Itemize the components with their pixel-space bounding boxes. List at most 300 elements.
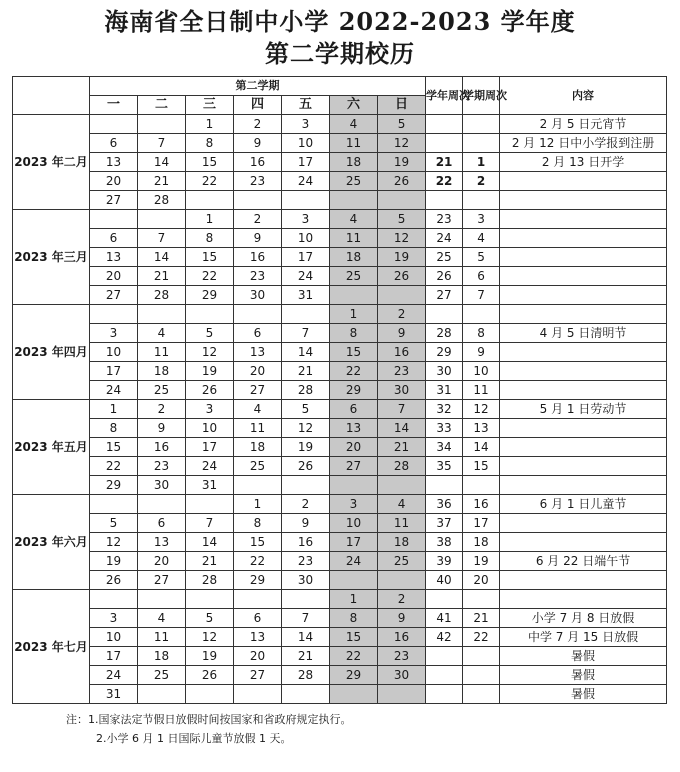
- day-cell: 4: [138, 324, 186, 343]
- day-cell: 24: [90, 666, 138, 685]
- term-week-cell: [463, 134, 500, 153]
- day-cell: 13: [90, 153, 138, 172]
- day-cell: [90, 115, 138, 134]
- day-cell: 21: [282, 362, 330, 381]
- table-row: [13, 153, 667, 172]
- day-cell: 23: [138, 457, 186, 476]
- day-cell: 5: [282, 400, 330, 419]
- day-cell: 2: [234, 210, 282, 229]
- day-cell: 21: [138, 267, 186, 286]
- day-cell: [234, 476, 282, 495]
- day-cell: 31: [282, 286, 330, 305]
- content-cell: [500, 172, 667, 191]
- day-cell: 16: [138, 438, 186, 457]
- content-cell: 暑假: [500, 685, 667, 704]
- day-cell: 14: [378, 419, 426, 438]
- day-cell: 5: [378, 115, 426, 134]
- school-year-week-header: 学年周次: [426, 77, 463, 115]
- day-cell: 27: [138, 571, 186, 590]
- term-week-cell: 14: [463, 438, 500, 457]
- day-cell: 26: [186, 666, 234, 685]
- month-label: 2023 年六月: [13, 495, 90, 590]
- content-cell: 6 月 22 日端午节: [500, 552, 667, 571]
- day-cell: 17: [186, 438, 234, 457]
- day-cell: 12: [378, 134, 426, 153]
- day-cell: 10: [90, 628, 138, 647]
- weekday-thu: 四: [234, 96, 282, 115]
- day-cell: 19: [378, 248, 426, 267]
- term-week-cell: 15: [463, 457, 500, 476]
- day-cell: 13: [90, 248, 138, 267]
- day-cell: 7: [138, 134, 186, 153]
- day-cell: 14: [282, 343, 330, 362]
- day-cell: 30: [234, 286, 282, 305]
- day-cell: 23: [282, 552, 330, 571]
- weekday-mon: 一: [90, 96, 138, 115]
- day-cell: [234, 685, 282, 704]
- table-row: [13, 191, 667, 210]
- term-week-header: 学期周次: [463, 77, 500, 115]
- day-cell: 10: [186, 419, 234, 438]
- school-year-week-cell: 22: [426, 172, 463, 191]
- day-cell: 1: [330, 305, 378, 324]
- day-cell: [378, 191, 426, 210]
- day-cell: 8: [330, 609, 378, 628]
- term-week-cell: 12: [463, 400, 500, 419]
- semester-header: 第二学期: [90, 77, 426, 96]
- month-label: 2023 年七月: [13, 590, 90, 704]
- day-cell: 10: [330, 514, 378, 533]
- content-cell: [500, 381, 667, 400]
- month-column-header: [13, 77, 90, 115]
- day-cell: 15: [186, 153, 234, 172]
- day-cell: 21: [138, 172, 186, 191]
- term-week-cell: 20: [463, 571, 500, 590]
- day-cell: 15: [90, 438, 138, 457]
- day-cell: 19: [282, 438, 330, 457]
- day-cell: 22: [330, 647, 378, 666]
- day-cell: 17: [90, 362, 138, 381]
- school-year-week-cell: 37: [426, 514, 463, 533]
- weekday-wed: 三: [186, 96, 234, 115]
- term-week-cell: [463, 476, 500, 495]
- content-cell: [500, 457, 667, 476]
- school-year-week-cell: 21: [426, 153, 463, 172]
- day-cell: 4: [378, 495, 426, 514]
- table-row: [13, 134, 667, 153]
- table-row: [13, 381, 667, 400]
- table-row: [13, 514, 667, 533]
- table-row: [13, 286, 667, 305]
- day-cell: 3: [282, 115, 330, 134]
- day-cell: 18: [378, 533, 426, 552]
- day-cell: [186, 590, 234, 609]
- school-calendar-table: [12, 76, 667, 704]
- school-year-week-cell: [426, 305, 463, 324]
- day-cell: 6: [234, 609, 282, 628]
- day-cell: 3: [90, 324, 138, 343]
- term-week-cell: 7: [463, 286, 500, 305]
- day-cell: 23: [378, 362, 426, 381]
- day-cell: 9: [378, 609, 426, 628]
- day-cell: 6: [138, 514, 186, 533]
- month-label: 2023 年五月: [13, 400, 90, 495]
- day-cell: 18: [330, 248, 378, 267]
- weekday-tue: 二: [138, 96, 186, 115]
- content-cell: [500, 438, 667, 457]
- school-year-week-cell: [426, 115, 463, 134]
- day-cell: 9: [378, 324, 426, 343]
- day-cell: 17: [282, 153, 330, 172]
- content-cell: [500, 590, 667, 609]
- day-cell: 15: [330, 628, 378, 647]
- school-year-week-cell: 39: [426, 552, 463, 571]
- day-cell: 20: [234, 647, 282, 666]
- day-cell: 25: [330, 172, 378, 191]
- day-cell: 5: [186, 609, 234, 628]
- day-cell: [378, 685, 426, 704]
- term-week-cell: 13: [463, 419, 500, 438]
- content-cell: [500, 191, 667, 210]
- day-cell: 16: [378, 628, 426, 647]
- day-cell: 1: [90, 400, 138, 419]
- day-cell: 13: [234, 343, 282, 362]
- day-cell: [138, 210, 186, 229]
- day-cell: 29: [234, 571, 282, 590]
- day-cell: 12: [186, 628, 234, 647]
- term-week-cell: 19: [463, 552, 500, 571]
- day-cell: 27: [330, 457, 378, 476]
- day-cell: [186, 305, 234, 324]
- day-cell: 22: [186, 267, 234, 286]
- day-cell: 11: [138, 343, 186, 362]
- calendar-body: [13, 115, 667, 704]
- term-week-cell: 2: [463, 172, 500, 191]
- day-cell: 12: [90, 533, 138, 552]
- day-cell: 9: [234, 134, 282, 153]
- day-cell: [282, 590, 330, 609]
- school-year-week-cell: [426, 191, 463, 210]
- day-cell: 3: [90, 609, 138, 628]
- day-cell: [282, 476, 330, 495]
- day-cell: 8: [186, 134, 234, 153]
- notes: [66, 704, 680, 748]
- day-cell: 30: [378, 666, 426, 685]
- day-cell: 29: [90, 476, 138, 495]
- day-cell: 30: [378, 381, 426, 400]
- day-cell: [330, 571, 378, 590]
- school-year-week-cell: 35: [426, 457, 463, 476]
- day-cell: 16: [282, 533, 330, 552]
- day-cell: 5: [186, 324, 234, 343]
- term-week-cell: 1: [463, 153, 500, 172]
- day-cell: 9: [138, 419, 186, 438]
- day-cell: 6: [90, 134, 138, 153]
- term-week-cell: 11: [463, 381, 500, 400]
- day-cell: 31: [186, 476, 234, 495]
- day-cell: 26: [186, 381, 234, 400]
- day-cell: 5: [378, 210, 426, 229]
- day-cell: 25: [138, 381, 186, 400]
- day-cell: 19: [378, 153, 426, 172]
- table-row: [13, 571, 667, 590]
- term-week-cell: 17: [463, 514, 500, 533]
- note-2: 2.小学 6 月 1 日国际儿童节放假 1 天。: [96, 732, 292, 745]
- term-week-cell: 21: [463, 609, 500, 628]
- day-cell: 24: [186, 457, 234, 476]
- school-year-week-cell: 32: [426, 400, 463, 419]
- day-cell: 6: [234, 324, 282, 343]
- day-cell: 21: [378, 438, 426, 457]
- day-cell: 18: [138, 362, 186, 381]
- content-cell: 5 月 1 日劳动节: [500, 400, 667, 419]
- day-cell: [378, 476, 426, 495]
- table-row: [13, 533, 667, 552]
- day-cell: 7: [282, 324, 330, 343]
- day-cell: 2: [378, 590, 426, 609]
- content-cell: [500, 210, 667, 229]
- day-cell: 11: [330, 229, 378, 248]
- day-cell: [234, 590, 282, 609]
- day-cell: 30: [138, 476, 186, 495]
- day-cell: 13: [234, 628, 282, 647]
- term-week-cell: 18: [463, 533, 500, 552]
- day-cell: 10: [282, 134, 330, 153]
- school-year-week-cell: [426, 134, 463, 153]
- day-cell: 5: [90, 514, 138, 533]
- day-cell: 29: [330, 381, 378, 400]
- day-cell: 7: [138, 229, 186, 248]
- content-cell: [500, 514, 667, 533]
- day-cell: 17: [282, 248, 330, 267]
- content-cell: [500, 248, 667, 267]
- day-cell: [330, 286, 378, 305]
- day-cell: 16: [234, 248, 282, 267]
- content-cell: [500, 229, 667, 248]
- day-cell: [138, 115, 186, 134]
- school-year-week-cell: [426, 647, 463, 666]
- school-year-week-cell: 26: [426, 267, 463, 286]
- day-cell: 18: [330, 153, 378, 172]
- day-cell: 25: [330, 267, 378, 286]
- school-year-week-cell: 38: [426, 533, 463, 552]
- day-cell: 13: [138, 533, 186, 552]
- day-cell: 20: [138, 552, 186, 571]
- day-cell: 28: [282, 381, 330, 400]
- table-row: [13, 115, 667, 134]
- day-cell: 8: [186, 229, 234, 248]
- term-week-cell: 3: [463, 210, 500, 229]
- day-cell: 17: [90, 647, 138, 666]
- table-row: [13, 248, 667, 267]
- day-cell: 2: [138, 400, 186, 419]
- day-cell: 26: [378, 172, 426, 191]
- table-row: [13, 609, 667, 628]
- day-cell: 18: [138, 647, 186, 666]
- day-cell: 17: [330, 533, 378, 552]
- content-cell: [500, 267, 667, 286]
- day-cell: 22: [186, 172, 234, 191]
- school-year-week-cell: 29: [426, 343, 463, 362]
- day-cell: 26: [90, 571, 138, 590]
- table-row: [13, 343, 667, 362]
- day-cell: 22: [234, 552, 282, 571]
- table-row: [13, 210, 667, 229]
- page-subtitle: 第二学期校历: [265, 39, 415, 68]
- day-cell: [186, 191, 234, 210]
- day-cell: 24: [90, 381, 138, 400]
- weekday-sat: 六: [330, 96, 378, 115]
- day-cell: 4: [234, 400, 282, 419]
- table-row: [13, 438, 667, 457]
- day-cell: 21: [186, 552, 234, 571]
- content-cell: [500, 286, 667, 305]
- day-cell: 10: [282, 229, 330, 248]
- day-cell: 20: [330, 438, 378, 457]
- day-cell: [282, 305, 330, 324]
- day-cell: 24: [330, 552, 378, 571]
- day-cell: 2: [378, 305, 426, 324]
- day-cell: 28: [282, 666, 330, 685]
- term-week-cell: [463, 647, 500, 666]
- day-cell: [138, 305, 186, 324]
- school-year-week-cell: 25: [426, 248, 463, 267]
- day-cell: 23: [378, 647, 426, 666]
- day-cell: 8: [234, 514, 282, 533]
- day-cell: 27: [90, 191, 138, 210]
- table-row: [13, 324, 667, 343]
- term-week-cell: [463, 115, 500, 134]
- weekday-fri: 五: [282, 96, 330, 115]
- term-week-cell: [463, 191, 500, 210]
- term-week-cell: 22: [463, 628, 500, 647]
- day-cell: [90, 210, 138, 229]
- term-week-cell: [463, 685, 500, 704]
- school-year-week-cell: 41: [426, 609, 463, 628]
- term-week-cell: 5: [463, 248, 500, 267]
- school-year-week-cell: 34: [426, 438, 463, 457]
- day-cell: [282, 191, 330, 210]
- day-cell: 9: [282, 514, 330, 533]
- school-year-week-cell: [426, 666, 463, 685]
- day-cell: 19: [186, 362, 234, 381]
- term-week-cell: [463, 666, 500, 685]
- term-week-cell: 6: [463, 267, 500, 286]
- day-cell: 25: [378, 552, 426, 571]
- day-cell: [186, 685, 234, 704]
- school-year-week-cell: 23: [426, 210, 463, 229]
- day-cell: 13: [330, 419, 378, 438]
- day-cell: 18: [234, 438, 282, 457]
- school-year-week-cell: 30: [426, 362, 463, 381]
- school-year-week-cell: 36: [426, 495, 463, 514]
- day-cell: 28: [138, 191, 186, 210]
- day-cell: 7: [378, 400, 426, 419]
- content-cell: 2 月 5 日元宵节: [500, 115, 667, 134]
- day-cell: 26: [378, 267, 426, 286]
- day-cell: 8: [90, 419, 138, 438]
- content-cell: 2 月 12 日中小学报到注册: [500, 134, 667, 153]
- day-cell: 14: [186, 533, 234, 552]
- day-cell: 7: [282, 609, 330, 628]
- day-cell: 16: [234, 153, 282, 172]
- day-cell: 11: [138, 628, 186, 647]
- day-cell: 22: [90, 457, 138, 476]
- term-week-cell: 8: [463, 324, 500, 343]
- day-cell: 11: [378, 514, 426, 533]
- term-week-cell: [463, 590, 500, 609]
- day-cell: 14: [138, 248, 186, 267]
- table-row: [13, 590, 667, 609]
- content-cell: [500, 343, 667, 362]
- day-cell: [330, 476, 378, 495]
- day-cell: 4: [330, 115, 378, 134]
- day-cell: [90, 590, 138, 609]
- day-cell: 20: [90, 172, 138, 191]
- day-cell: 3: [282, 210, 330, 229]
- day-cell: 28: [138, 286, 186, 305]
- term-week-cell: [463, 305, 500, 324]
- content-cell: 小学 7 月 8 日放假: [500, 609, 667, 628]
- content-cell: 2 月 13 日开学: [500, 153, 667, 172]
- day-cell: [90, 305, 138, 324]
- school-year-week-cell: 24: [426, 229, 463, 248]
- day-cell: 6: [90, 229, 138, 248]
- day-cell: 29: [186, 286, 234, 305]
- day-cell: 3: [186, 400, 234, 419]
- day-cell: 8: [330, 324, 378, 343]
- content-cell: [500, 571, 667, 590]
- day-cell: [138, 590, 186, 609]
- day-cell: 20: [234, 362, 282, 381]
- term-week-cell: 4: [463, 229, 500, 248]
- table-row: [13, 476, 667, 495]
- day-cell: 24: [282, 267, 330, 286]
- day-cell: 15: [330, 343, 378, 362]
- day-cell: 31: [90, 685, 138, 704]
- term-week-cell: 9: [463, 343, 500, 362]
- day-cell: 19: [90, 552, 138, 571]
- day-cell: [138, 685, 186, 704]
- day-cell: 1: [234, 495, 282, 514]
- table-row: [13, 552, 667, 571]
- content-cell: [500, 533, 667, 552]
- day-cell: 12: [186, 343, 234, 362]
- school-year-week-cell: 33: [426, 419, 463, 438]
- day-cell: 4: [330, 210, 378, 229]
- day-cell: 11: [234, 419, 282, 438]
- day-cell: [330, 191, 378, 210]
- day-cell: 14: [138, 153, 186, 172]
- day-cell: 2: [282, 495, 330, 514]
- day-cell: [378, 571, 426, 590]
- content-cell: 暑假: [500, 647, 667, 666]
- day-cell: 15: [186, 248, 234, 267]
- day-cell: [138, 495, 186, 514]
- weekday-sun: 日: [378, 96, 426, 115]
- day-cell: 9: [234, 229, 282, 248]
- day-cell: 27: [234, 666, 282, 685]
- day-cell: 28: [378, 457, 426, 476]
- day-cell: 24: [282, 172, 330, 191]
- day-cell: [330, 685, 378, 704]
- month-label: 2023 年三月: [13, 210, 90, 305]
- table-row: [13, 628, 667, 647]
- table-row: [13, 495, 667, 514]
- term-week-cell: 16: [463, 495, 500, 514]
- content-cell: [500, 305, 667, 324]
- table-row: [13, 685, 667, 704]
